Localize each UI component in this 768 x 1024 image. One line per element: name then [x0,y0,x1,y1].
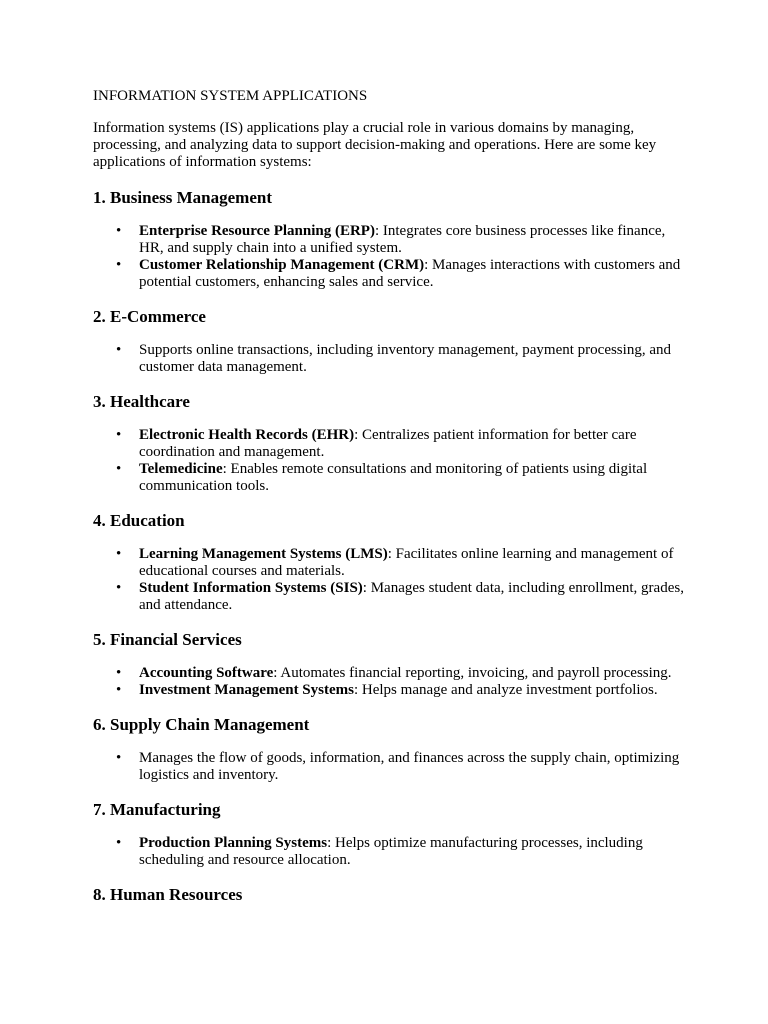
bullet-list [93,223,688,291]
bullet-list [93,665,688,699]
section-heading: 7. Manufacturing [93,800,221,819]
list-item-text: : Helps manage and analyze investment portfolios. [353,682,658,698]
bullet-list [93,427,688,495]
list-item [116,257,688,291]
list-item [116,750,688,784]
document-title: INFORMATION SYSTEM APPLICATIONS [93,88,368,104]
list-item-text: : Enables remote consultations and monitoring of patients using digital communication tools. [139,461,648,494]
list-item [116,427,688,461]
list-item-text: Manages the flow of goods, information, and finances across the supply chain, optimizing logistics and inventory. [139,750,680,783]
bullet-list [93,750,688,784]
section-heading: 1. Business Management [93,188,272,207]
list-item [116,223,688,257]
list-item-text: : Centralizes patient information for better care coordination and management. [139,427,637,460]
list-item-term: Customer Relationship Management (CRM) [139,257,425,273]
bullet-icon: • [116,750,122,766]
list-item [116,546,688,580]
list-item-text: : Integrates core business processes like finance, HR, and supply chain into a unified system. [139,223,666,256]
sections-container [93,188,688,904]
list-item-term: Enterprise Resource Planning (ERP) [139,223,375,239]
list-item-term: Accounting Software [139,665,274,681]
bullet-icon: • [116,665,122,681]
section-heading: 4. Education [93,511,185,530]
bullet-icon: • [116,427,122,443]
bullet-list [93,546,688,614]
list-item-term: Telemedicine [139,461,223,477]
section-heading: 6. Supply Chain Management [93,715,310,734]
list-item-term: Investment Management Systems [139,682,354,698]
bullet-icon: • [116,223,122,239]
bullet-icon: • [116,257,122,273]
list-item-text: : Helps optimize manufacturing processes, including scheduling and resource allocation. [139,835,643,868]
list-item [116,461,688,495]
list-item [116,835,688,869]
bullet-icon: • [116,546,122,562]
list-item-text: : Manages interactions with customers and potential customers, enhancing sales and service. [139,257,681,290]
intro-paragraph: Information systems (IS) applications play a crucial role in various domains by managing, processing, and analyzing data to support decision-making and operations. Here are some key applications of information systems: [93,120,657,170]
list-item [116,580,688,614]
bullet-icon: • [116,835,122,851]
list-item-text: Supports online transactions, including inventory management, payment processing, and customer data management. [139,342,671,375]
list-item-text: : Automates financial reporting, invoicing, and payroll processing. [273,665,672,681]
list-item [116,665,688,682]
list-item-text: : Manages student data, including enrollment, grades, and attendance. [139,580,684,613]
list-item-text: : Facilitates online learning and management of educational courses and materials. [139,546,674,579]
list-item-term: Student Information Systems (SIS) [139,580,363,596]
section-heading: 2. E-Commerce [93,307,206,326]
bullet-icon: • [116,461,122,477]
section-heading: 3. Healthcare [93,392,190,411]
bullet-icon: • [116,342,122,358]
list-item [116,682,688,699]
list-item-term: Learning Management Systems (LMS) [139,546,388,562]
bullet-icon: • [116,682,122,698]
section-heading: 8. Human Resources [93,885,243,904]
bullet-list [93,342,688,376]
bullet-list [93,835,688,869]
section-heading: 5. Financial Services [93,630,242,649]
list-item [116,342,688,376]
bullet-icon: • [116,580,122,596]
list-item-term: Production Planning Systems [139,835,328,851]
list-item-term: Electronic Health Records (EHR) [139,427,355,443]
